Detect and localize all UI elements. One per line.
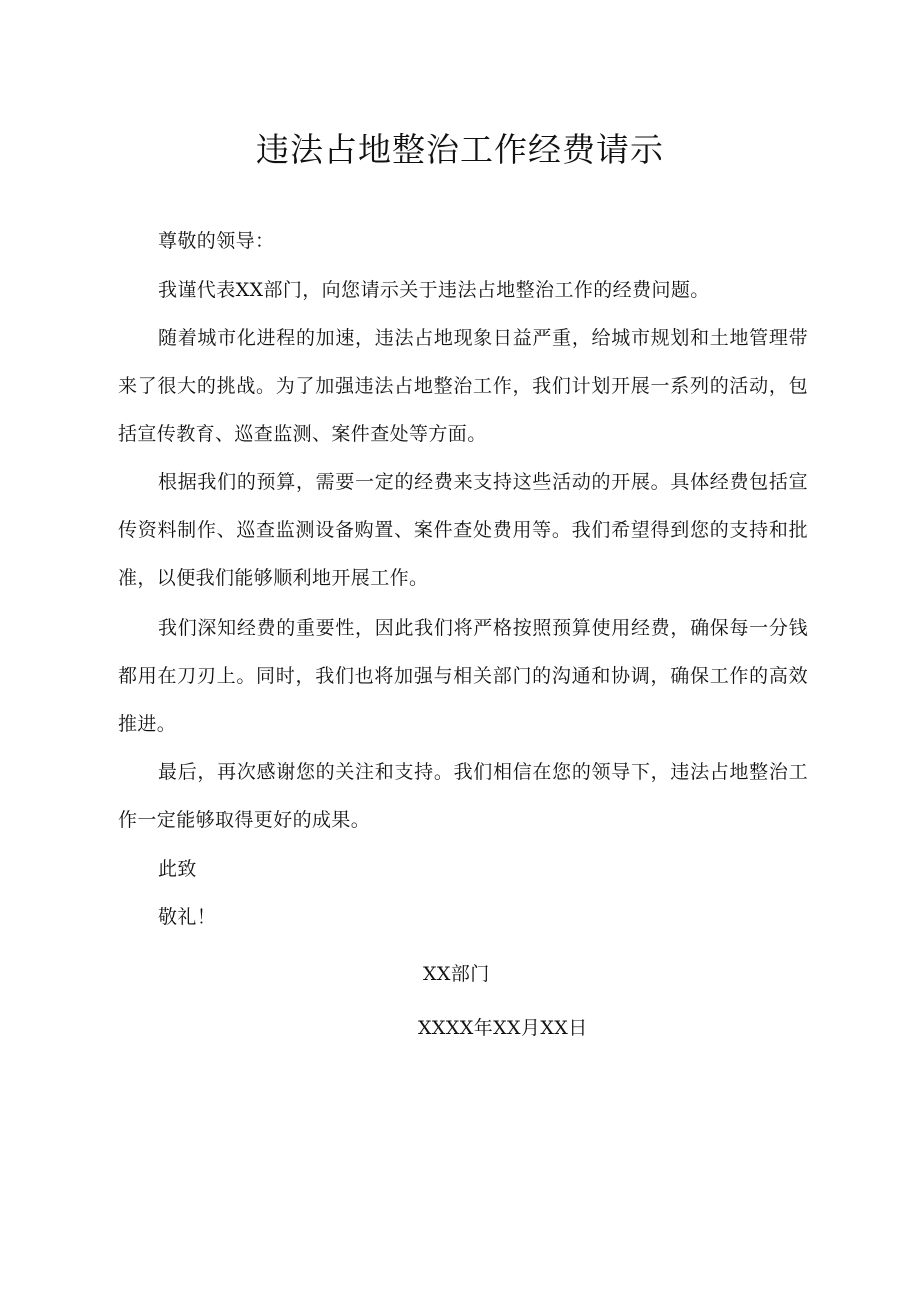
body-paragraph: 最后，再次感谢您的关注和支持。我们相信在您的领导下，违法占地整治工作一定能够取得更好的成果。 xyxy=(118,761,808,831)
signature-department: XX部门 xyxy=(423,963,490,985)
salutation: 尊敬的领导： xyxy=(158,230,275,252)
document-title: 违法占地整治工作经费请示 xyxy=(256,130,664,169)
body-paragraph: 根据我们的预算，需要一定的经费来支持这些活动的开展。具体经费包括宣传资料制作、巡查监测设备购置、案件查处费用等。我们希望得到您的支持和批准，以便我们能够顺利地开展工作。 xyxy=(118,471,808,589)
closing-salute: 敬礼！ xyxy=(158,906,217,928)
intro-paragraph: 我谨代表XX部门，向您请示关于违法占地整治工作的经费问题。 xyxy=(158,279,710,301)
signature-date: XXXX年XX月XX日 xyxy=(418,1017,588,1039)
body-paragraph: 随着城市化进程的加速，违法占地现象日益严重，给城市规划和土地管理带来了很大的挑战。为了加强违法占地整治工作，我们计划开展一系列的活动，包括宣传教育、巡查监测、案件查处等方面。 xyxy=(118,327,808,445)
body-paragraph: 我们深知经费的重要性，因此我们将严格按照预算使用经费，确保每一分钱都用在刀刃上。同时，我们也将加强与相关部门的沟通和协调，确保工作的高效推进。 xyxy=(118,617,808,735)
closing-line: 此致 xyxy=(158,858,197,880)
